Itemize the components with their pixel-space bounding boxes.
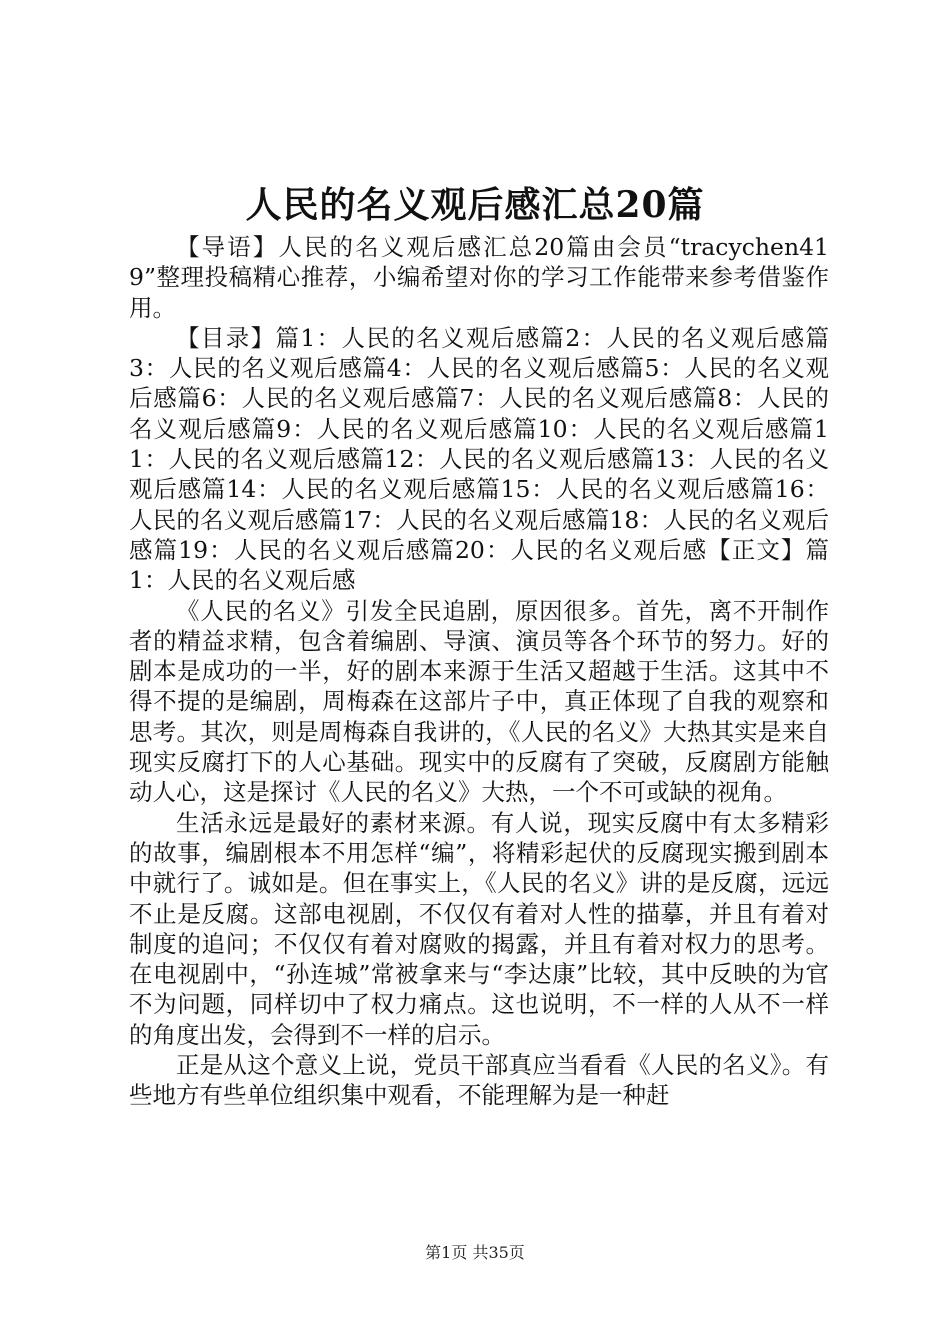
document-title: 人民的名义观后感汇总20篇 xyxy=(245,184,705,226)
body-paragraph: 《人民的名义》引发全民追剧，原因很多。首先，离不开制作者的精益求精，包含着编剧、导演、演员等各个环节的努力。好的剧本是成功的一半，好的剧本来源于生活又超越于生活。这其中不得不提的是编剧，周梅森在这部片子中，真正体现了自我的观察和思考。其次，则是周梅森自我讲的，《人民的名义》大热其实是来自现实反腐打下的人心基础。现实中的反腐有了突破，反腐剧方能触动人心，这是探讨《人民的名义》大热，一个不可或缺的视角。 xyxy=(129,596,829,807)
body-paragraph: 生活永远是最好的素材来源。有人说，现实反腐中有太多精彩的故事，编剧根本不用怎样“编”，将精彩起伏的反腐现实搬到剧本中就行了。诚如是。但在事实上，《人民的名义》讲的是反腐，远远不止是反腐。这部电视剧，不仅仅有着对人性的描摹，并且有着对制度的追问；不仅仅有着对腐败的揭露，并且有着对权力的思考。在电视剧中，“孙连城”常被拿来与“李达康”比较，其中反映的为官不为问题，同样切中了权力痛点。这也说明，不一样的人从不一样的角度出发，会得到不一样的启示。 xyxy=(129,808,829,1049)
page-number-footer: 第1页 共35页 xyxy=(425,1243,525,1262)
body-paragraph: 正是从这个意义上说，党员干部真应当看看《人民的名义》。有些地方有些单位组织集中观看，不能理解为是一种赶 xyxy=(129,1051,829,1110)
document-body xyxy=(129,232,829,1111)
table-of-contents-paragraph: 【目录】篇1：人民的名义观后感篇2：人民的名义观后感篇3：人民的名义观后感篇4：人民的名义观后感篇5：人民的名义观后感篇6：人民的名义观后感篇7：人民的名义观后感篇8：人民的名义观后感篇9：人民的名义观后感篇10：人民的名义观后感篇11：人民的名义观后感篇12：人民的名义观后感篇13：人民的名义观后感篇14：人民的名义观后感篇15：人民的名义观后感篇16：人民的名义观后感篇17：人民的名义观后感篇18：人民的名义观后感篇19：人民的名义观后感篇20：人民的名义观后感【正文】篇1：人民的名义观后感 xyxy=(129,323,829,595)
intro-paragraph: 【导语】人民的名义观后感汇总20篇由会员“tracychen419”整理投稿精心推荐，小编希望对你的学习工作能带来参考借鉴作用。 xyxy=(129,233,829,322)
